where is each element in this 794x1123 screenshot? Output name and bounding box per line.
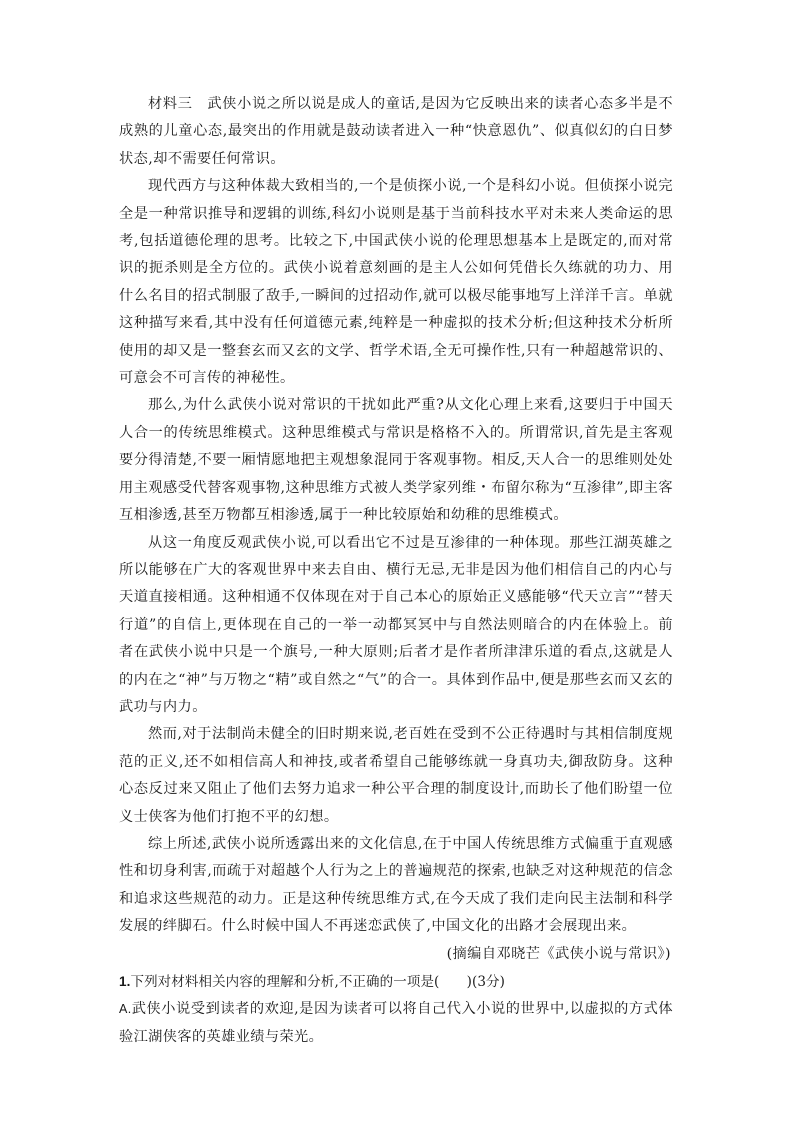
- question-stem: 下列对材料相关内容的理解和分析,不正确的一项是( )(3分): [130, 974, 506, 990]
- option-a-label: A.: [119, 1002, 132, 1017]
- paragraph-mutual-penetration: 从这一角度反观武侠小说,可以看出它不过是互渗律的一种体现。那些江湖英雄之所以能够在广大的客观世界中来去自由、横行无忌,无非是因为他们相信自己的内心与天道直接相通。这种相通不仅体现在对于自己本心的原始正义感能够“代天立言”“替天行道”的自信上,更体现在自己的一举一动都冥冥中与自然法则暗合的内在体验上。前者在武侠小说中只是一个旗号,一种大原则;后者才是作者所津津乐道的看点,这就是人的内在之“神”与万物之“精”或自然之“气”的合一。具体到作品中,便是那些玄而又玄的武功与内力。: [119, 534, 673, 715]
- paragraph-conclusion: 综上所述,武侠小说所透露出来的文化信息,在于中国人传统思维方式偏重于直观感性和切身利害,而疏于对超越个人行为之上的普遍规范的探索,也缺乏对这种规范的信念和追求这些规范的动力。正是这种传统思维方式,在今天成了我们走向民主法制和科学发展的绊脚石。什么时候中国人不再迷恋武侠了,中国文化的出路才会展现出来。: [119, 835, 673, 935]
- paragraph-western-genres: 现代西方与这种体裁大致相当的,一个是侦探小说,一个是科幻小说。但侦探小说完全是一种常识推导和逻辑的训练,科幻小说则是基于当前科技水平对未来人类命运的思考,包括道德伦理的思考。比较之下,中国武侠小说的伦理思想基本上是既定的,而对常识的扼杀则是全方位的。武侠小说着意刻画的是主人公如何凭借长久练就的功力、用什么名目的招式制服了敌手,一瞬间的过招动作,就可以极尽能事地写上洋洋千言。单就这种描写来看,其中没有任何道德元素,纯粹是一种虚拟的技术分析;但这种技术分析所使用的却又是一整套玄而又玄的文学、哲学术语,全无可操作性,只有一种超越常识的、可意会不可言传的神秘性。: [119, 178, 673, 387]
- option-a[interactable]: [119, 996, 673, 1051]
- question-1: [119, 968, 673, 996]
- source-citation: (摘编自邓晓芒《武侠小说与常识》): [446, 945, 671, 962]
- paragraph-cultural-psychology: 那么,为什么武侠小说对常识的干扰如此严重?从文化心理上来看,这要归于中国天人合一的传统思维模式。这种思维模式与常识是格格不入的。所谓常识,首先是主客观要分得清楚,不要一厢情愿地把主观想象混同于客观事物。相反,天人合一的思维则处处用主观感受代替客观事物,这种思维方式被人类学家列维・布留尔称为“互渗律”,即主客互相渗透,甚至万物都互相渗透,属于一种比较原始和幼稚的思维模式。: [119, 397, 673, 524]
- document-page: [119, 91, 673, 1051]
- paragraph-material-three-intro: 材料三 武侠小说之所以说是成人的童话,是因为它反映出来的读者心态多半是不成熟的儿童心态,最突出的作用就是鼓动读者进入一种“快意恩仇”、似真似幻的白日梦状态,却不需要任何常识。: [119, 96, 673, 167]
- paragraph-legal-system: 然而,对于法制尚未健全的旧时期来说,老百姓在受到不公正待遇时与其相信制度规范的正义,还不如相信高人和神技,或者希望自己能够练就一身真功夫,御敌防身。这种心态反过来又阻止了他们去努力追求一种公平合理的制度设计,而助长了他们盼望一位义士侠客为他们打抱不平的幻想。: [119, 726, 673, 825]
- question-number: 1.: [119, 974, 131, 989]
- option-a-text: 武侠小说受到读者的欢迎,是因为读者可以将自己代入小说的世界中,以虚拟的方式体验江湖侠客的英雄业绩与荣光。: [119, 1001, 673, 1045]
